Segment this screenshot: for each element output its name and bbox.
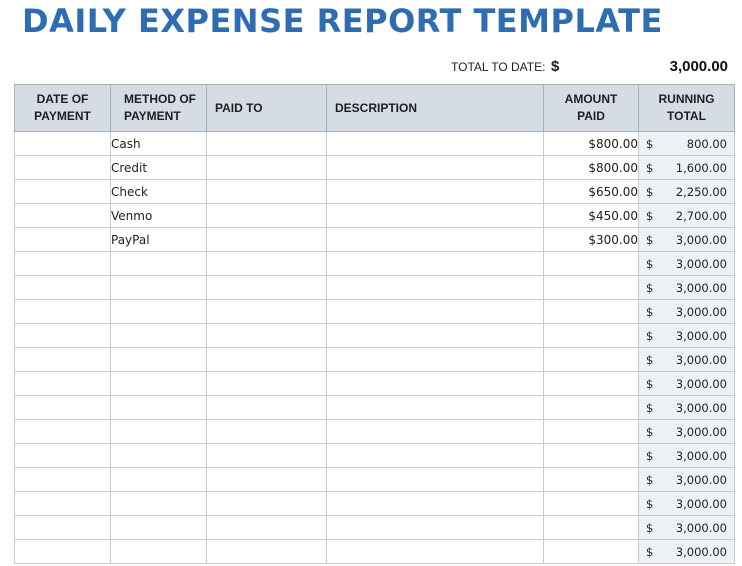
- running-total-value: 3,000.00: [675, 496, 727, 511]
- description-cell[interactable]: [327, 204, 544, 228]
- date-cell[interactable]: [15, 540, 111, 564]
- running-total-cell[interactable]: [639, 348, 735, 372]
- running-total-value: 3,000.00: [675, 280, 727, 295]
- description-cell[interactable]: [327, 324, 544, 348]
- paid-to-cell[interactable]: [207, 204, 327, 228]
- table-row: [15, 516, 735, 540]
- running-total-cell[interactable]: [639, 540, 735, 564]
- running-total-currency: $: [646, 304, 654, 319]
- amount-cell[interactable]: [544, 300, 639, 324]
- running-total-cell[interactable]: [639, 300, 735, 324]
- running-total-cell[interactable]: [639, 204, 735, 228]
- running-total-wrap: [639, 521, 734, 535]
- table-row: [15, 300, 735, 324]
- running-total-wrap: [639, 185, 734, 199]
- description-cell[interactable]: [327, 420, 544, 444]
- running-total-cell[interactable]: [639, 228, 735, 252]
- description-cell[interactable]: [327, 228, 544, 252]
- running-total-value: 3,000.00: [675, 352, 727, 367]
- running-total-cell[interactable]: [639, 180, 735, 204]
- running-total-currency: $: [646, 184, 654, 199]
- amount-cell[interactable]: $800.00: [544, 132, 639, 156]
- header-running-total: RUNNING TOTAL: [639, 85, 735, 132]
- running-total-cell[interactable]: [639, 444, 735, 468]
- description-cell[interactable]: [327, 348, 544, 372]
- paid-to-cell[interactable]: [207, 396, 327, 420]
- running-total-currency: $: [646, 520, 654, 535]
- paid-to-cell[interactable]: [207, 444, 327, 468]
- running-total-value: 3,000.00: [675, 256, 727, 271]
- method-cell[interactable]: [111, 372, 207, 396]
- date-cell[interactable]: [15, 348, 111, 372]
- date-cell[interactable]: [15, 324, 111, 348]
- date-cell[interactable]: [15, 300, 111, 324]
- date-cell[interactable]: [15, 420, 111, 444]
- table-row: [15, 420, 735, 444]
- running-total-wrap: [639, 425, 734, 439]
- running-total-wrap: [639, 401, 734, 415]
- method-cell[interactable]: [111, 300, 207, 324]
- date-cell[interactable]: [15, 132, 111, 156]
- description-cell[interactable]: [327, 396, 544, 420]
- paid-to-cell[interactable]: [207, 348, 327, 372]
- amount-cell[interactable]: [544, 324, 639, 348]
- running-total-value: 3,000.00: [675, 328, 727, 343]
- running-total-wrap: [639, 233, 734, 247]
- running-total-currency: $: [646, 376, 654, 391]
- method-cell[interactable]: [111, 540, 207, 564]
- table-row: [15, 180, 735, 204]
- description-cell[interactable]: [327, 444, 544, 468]
- running-total-currency: $: [646, 352, 654, 367]
- description-cell[interactable]: [327, 276, 544, 300]
- method-cell[interactable]: [111, 396, 207, 420]
- date-cell[interactable]: [15, 156, 111, 180]
- method-cell[interactable]: [111, 348, 207, 372]
- running-total-currency: $: [646, 232, 654, 247]
- total-to-date-value[interactable]: 3,000.00: [669, 58, 728, 75]
- total-to-date-label: TOTAL TO DATE:: [451, 60, 546, 74]
- running-total-value: 3,000.00: [675, 544, 727, 559]
- running-total-currency: $: [646, 280, 654, 295]
- date-cell[interactable]: [15, 252, 111, 276]
- date-cell[interactable]: [15, 180, 111, 204]
- running-total-currency: $: [646, 328, 654, 343]
- running-total-currency: $: [646, 208, 654, 223]
- amount-cell[interactable]: [544, 348, 639, 372]
- method-cell[interactable]: [111, 468, 207, 492]
- method-cell[interactable]: [111, 324, 207, 348]
- running-total-wrap: [639, 281, 734, 295]
- running-total-cell[interactable]: [639, 468, 735, 492]
- description-cell[interactable]: [327, 252, 544, 276]
- amount-cell[interactable]: [544, 468, 639, 492]
- running-total-value: 3,000.00: [675, 304, 727, 319]
- table-row: [15, 540, 735, 564]
- amount-cell[interactable]: $650.00: [544, 180, 639, 204]
- paid-to-cell[interactable]: [207, 156, 327, 180]
- paid-to-cell[interactable]: [207, 132, 327, 156]
- running-total-currency: $: [646, 472, 654, 487]
- running-total-value: 3,000.00: [675, 400, 727, 415]
- table-row: [15, 492, 735, 516]
- method-cell[interactable]: Check: [111, 180, 207, 204]
- running-total-wrap: [639, 161, 734, 175]
- total-to-date-currency: $: [551, 58, 560, 75]
- running-total-wrap: [639, 137, 734, 151]
- running-total-cell[interactable]: [639, 372, 735, 396]
- running-total-value: 1,600.00: [675, 160, 727, 175]
- amount-cell[interactable]: $450.00: [544, 204, 639, 228]
- running-total-wrap: [639, 497, 734, 511]
- running-total-currency: $: [646, 400, 654, 415]
- method-cell[interactable]: Venmo: [111, 204, 207, 228]
- description-cell[interactable]: [327, 372, 544, 396]
- page-title: DAILY EXPENSE REPORT TEMPLATE: [22, 2, 663, 40]
- running-total-wrap: [639, 209, 734, 223]
- running-total-value: 3,000.00: [675, 448, 727, 463]
- paid-to-cell[interactable]: [207, 276, 327, 300]
- description-cell[interactable]: [327, 180, 544, 204]
- amount-cell[interactable]: [544, 252, 639, 276]
- header-paid-to: PAID TO: [207, 85, 327, 132]
- date-cell[interactable]: [15, 396, 111, 420]
- amount-cell[interactable]: [544, 540, 639, 564]
- table-row: [15, 396, 735, 420]
- running-total-currency: $: [646, 136, 654, 151]
- table-row: [15, 348, 735, 372]
- method-cell[interactable]: [111, 444, 207, 468]
- running-total-cell[interactable]: [639, 276, 735, 300]
- running-total-cell[interactable]: [639, 492, 735, 516]
- running-total-value: 3,000.00: [675, 232, 727, 247]
- table-row: [15, 444, 735, 468]
- running-total-value: 2,700.00: [675, 208, 727, 223]
- header-date-of-payment: DATE OF PAYMENT: [15, 85, 111, 132]
- date-cell[interactable]: [15, 204, 111, 228]
- method-cell[interactable]: [111, 516, 207, 540]
- running-total-value: 3,000.00: [675, 424, 727, 439]
- paid-to-cell[interactable]: [207, 180, 327, 204]
- paid-to-cell[interactable]: [207, 516, 327, 540]
- paid-to-cell[interactable]: [207, 468, 327, 492]
- table-row: [15, 372, 735, 396]
- amount-cell[interactable]: $800.00: [544, 156, 639, 180]
- running-total-cell[interactable]: [639, 420, 735, 444]
- method-cell[interactable]: [111, 276, 207, 300]
- amount-cell[interactable]: [544, 396, 639, 420]
- method-cell[interactable]: [111, 420, 207, 444]
- running-total-value: 800.00: [686, 136, 727, 151]
- paid-to-cell[interactable]: [207, 228, 327, 252]
- table-body: [15, 132, 735, 564]
- method-cell[interactable]: PayPal: [111, 228, 207, 252]
- header-row: [15, 85, 735, 132]
- running-total-cell[interactable]: [639, 132, 735, 156]
- method-cell[interactable]: [111, 252, 207, 276]
- running-total-currency: $: [646, 448, 654, 463]
- header-method-of-payment: METHOD OF PAYMENT: [111, 85, 207, 132]
- running-total-wrap: [639, 329, 734, 343]
- description-cell[interactable]: [327, 492, 544, 516]
- date-cell[interactable]: [15, 516, 111, 540]
- header-description: DESCRIPTION: [327, 85, 544, 132]
- running-total-wrap: [639, 449, 734, 463]
- running-total-currency: $: [646, 496, 654, 511]
- running-total-currency: $: [646, 256, 654, 271]
- running-total-value: 3,000.00: [675, 520, 727, 535]
- paid-to-cell[interactable]: [207, 252, 327, 276]
- date-cell[interactable]: [15, 276, 111, 300]
- table-row: [15, 132, 735, 156]
- amount-cell[interactable]: [544, 516, 639, 540]
- running-total-wrap: [639, 305, 734, 319]
- running-total-value: 2,250.00: [675, 184, 727, 199]
- description-cell[interactable]: [327, 300, 544, 324]
- running-total-cell[interactable]: [639, 156, 735, 180]
- running-total-cell[interactable]: [639, 324, 735, 348]
- date-cell[interactable]: [15, 444, 111, 468]
- table-row: [15, 252, 735, 276]
- running-total-currency: $: [646, 160, 654, 175]
- paid-to-cell[interactable]: [207, 300, 327, 324]
- running-total-wrap: [639, 257, 734, 271]
- description-cell[interactable]: [327, 540, 544, 564]
- method-cell[interactable]: Credit: [111, 156, 207, 180]
- running-total-wrap: [639, 545, 734, 559]
- amount-cell[interactable]: [544, 492, 639, 516]
- paid-to-cell[interactable]: [207, 420, 327, 444]
- method-cell[interactable]: Cash: [111, 132, 207, 156]
- description-cell[interactable]: [327, 516, 544, 540]
- table-row: [15, 228, 735, 252]
- running-total-wrap: [639, 473, 734, 487]
- running-total-wrap: [639, 377, 734, 391]
- expense-table: [14, 84, 735, 564]
- description-cell[interactable]: [327, 156, 544, 180]
- amount-cell[interactable]: $300.00: [544, 228, 639, 252]
- paid-to-cell[interactable]: [207, 540, 327, 564]
- date-cell[interactable]: [15, 468, 111, 492]
- date-cell[interactable]: [15, 372, 111, 396]
- running-total-value: 3,000.00: [675, 376, 727, 391]
- amount-cell[interactable]: [544, 276, 639, 300]
- date-cell[interactable]: [15, 492, 111, 516]
- table-row: [15, 204, 735, 228]
- running-total-cell[interactable]: [639, 396, 735, 420]
- running-total-wrap: [639, 353, 734, 367]
- running-total-cell[interactable]: [639, 516, 735, 540]
- method-cell[interactable]: [111, 492, 207, 516]
- paid-to-cell[interactable]: [207, 324, 327, 348]
- table-row: [15, 468, 735, 492]
- running-total-currency: $: [646, 544, 654, 559]
- table-row: [15, 324, 735, 348]
- amount-cell[interactable]: [544, 420, 639, 444]
- description-cell[interactable]: [327, 132, 544, 156]
- header-amount-paid: AMOUNT PAID: [544, 85, 639, 132]
- paid-to-cell[interactable]: [207, 372, 327, 396]
- amount-cell[interactable]: [544, 372, 639, 396]
- paid-to-cell[interactable]: [207, 492, 327, 516]
- description-cell[interactable]: [327, 468, 544, 492]
- table-row: [15, 276, 735, 300]
- amount-cell[interactable]: [544, 444, 639, 468]
- running-total-cell[interactable]: [639, 252, 735, 276]
- date-cell[interactable]: [15, 228, 111, 252]
- running-total-value: 3,000.00: [675, 472, 727, 487]
- running-total-currency: $: [646, 424, 654, 439]
- table-row: [15, 156, 735, 180]
